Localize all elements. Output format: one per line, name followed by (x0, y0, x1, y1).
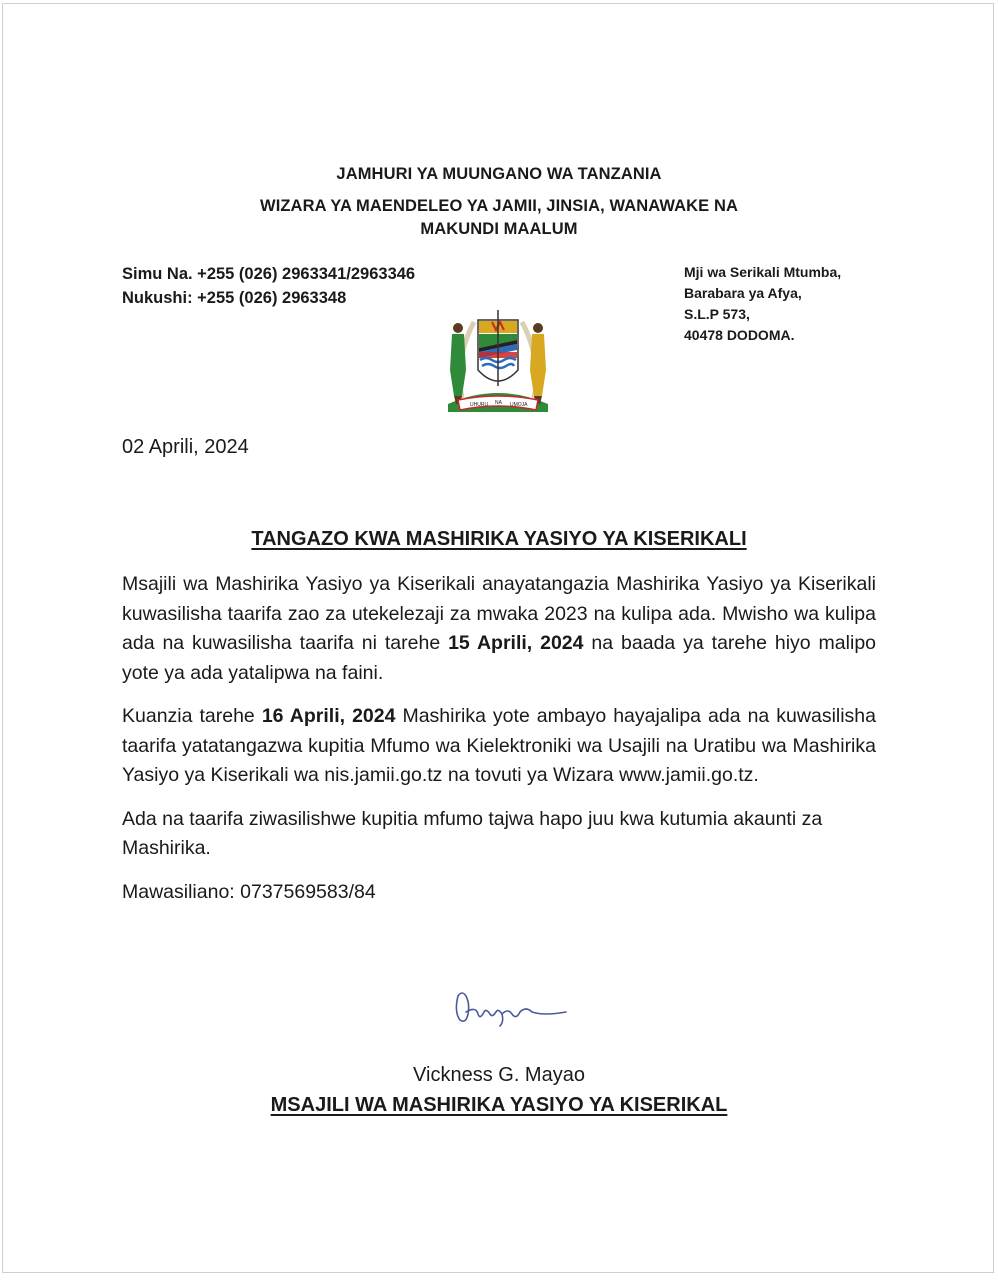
contact-left (122, 262, 415, 310)
paragraph-3: Ada na taarifa ziwasilishwe kupitia mfumo tajwa hapo juu kwa kutumia akaunti za Mashirika. (122, 807, 823, 859)
contact-line: Mawasiliano: 0737569583/84 (122, 880, 376, 903)
motto-right: UMOJA (510, 402, 528, 408)
fax-number: Nukushi: +255 (026) 2963348 (122, 289, 347, 307)
address-line-2: Barabara ya Afya, (684, 285, 802, 301)
signatory-title: MSAJILI WA MASHIRIKA YASIYO YA KISERIKAL (270, 1094, 728, 1116)
deadline-date: 15 Aprili, 2024 (448, 632, 584, 654)
notice-body (122, 570, 876, 921)
header-ministry-line1: WIZARA YA MAENDELEO YA JAMII, JINSIA, WANAWAKE NA (260, 197, 738, 215)
motto-center: NA (495, 400, 502, 406)
handwritten-signature (448, 982, 572, 1032)
address-line-1: Mji wa Serikali Mtumba, (684, 264, 842, 280)
coat-of-arms-icon (440, 300, 556, 416)
publication-date: 16 Aprili, 2024 (261, 705, 396, 727)
letter-date: 02 Aprili, 2024 (122, 436, 249, 458)
notice-title: TANGAZO KWA MASHIRIKA YASIYO YA KISERIKALI (251, 528, 747, 550)
header-ministry-line2: MAKUNDI MAALUM (420, 220, 578, 238)
address-line-4: 40478 DODOMA. (684, 327, 795, 343)
header-ministry (0, 195, 998, 241)
phone-number: Simu Na. +255 (026) 2963341/2963346 (122, 265, 416, 283)
header-country: JAMHURI YA MUUNGANO WA TANZANIA (336, 165, 662, 183)
postal-address (684, 262, 841, 346)
address-line-3: S.L.P 573, (684, 306, 750, 322)
signatory-name: Vickness G. Mayao (413, 1064, 585, 1086)
motto-left: UHURU (470, 402, 489, 408)
paragraph-1: Msajili wa Mashirika Yasiyo ya Kiserikali anayatangazia Mashirika Yasiyo ya Kiserikali kuwasilisha taarifa zao za utekelezaji za mwaka 2023 na kulipa ada. Mwisho wa kulipa ada na kuwasilisha taarifa ni tarehe 15 Aprili, 2024 na baada ya tarehe hiyo malipo yote ya ada yatalipwa na faini. (122, 573, 877, 684)
paragraph-2: Kuanzia tarehe 16 Aprili, 2024 Mashirika yote ambayo hayajalipa ada na kuwasilisha taarifa yatatangazwa kupitia Mfumo wa Kielektroniki wa Usajili na Uratibu wa Mashirika Yasiyo ya Kiserikali wa nis.jamii.go.tz na tovuti ya Wizara www.jamii.go.tz. (122, 705, 877, 786)
